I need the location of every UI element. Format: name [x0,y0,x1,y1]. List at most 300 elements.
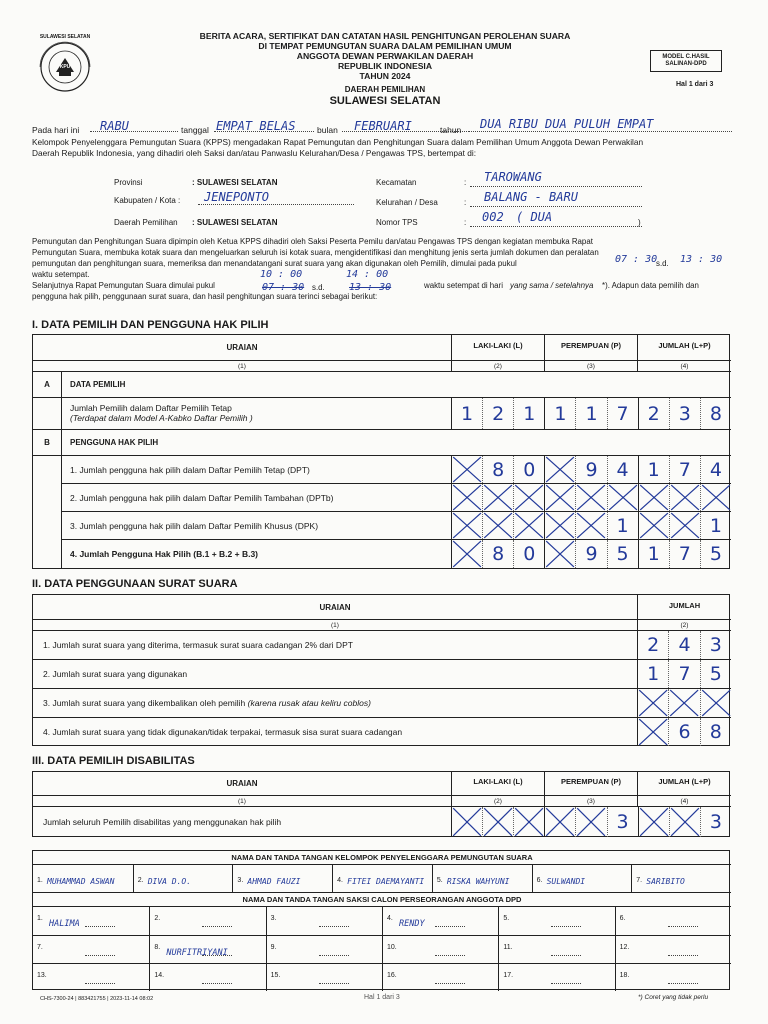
procedure-p1: Pemungutan dan Penghitungan Suara dipimpin oleh Ketua KPPS dihadiri oleh Saksi Peserta Pemilu dan/atau Pengawas TPS dengan kegiatan membuka Rapat [32,237,593,246]
saksi-signature-cell [149,963,265,991]
s2-col-uraian: URAIAN [33,595,637,620]
cross-mark-icon [483,807,513,837]
cross-mark-icon [576,484,606,511]
opening-text1: Kelompok Penyelenggara Pemungutan Suara (KPPS) mengadakan Rapat Pemungutan dan Penghitungan Suara dalam Pemilihan Umum Anggota Dewan Perwakilan [32,137,644,147]
digit-value: 5 [616,543,629,565]
s1-col-j: JUMLAH (L+P) [637,335,731,361]
digit-value: 1 [523,402,536,425]
procedure-p5: Selanjutnya Rapat Pemungutan Suara dimulai pukul [32,281,215,290]
digit-value: 0 [523,543,536,565]
digit-box [638,484,669,511]
time-sep: s.d. [656,259,669,268]
kpps-signature-cell [532,865,632,892]
digit-value: 1 [585,402,598,425]
procedure-p4: waktu setempat. [32,270,90,279]
cross-mark-icon [452,512,482,539]
saksi-signature-cell [615,935,731,963]
digit-value: 7 [678,458,691,481]
digit-value: 3 [709,811,722,833]
section1-table [32,334,730,569]
s1-a-title: DATA PEMILIH [61,372,731,398]
saksi-signature-cell [266,963,382,991]
digit-box [575,512,606,539]
saksi-number: 14. [154,972,165,979]
digit-box [575,807,606,837]
digit-box [700,484,731,511]
s2-r3-digits [637,689,731,718]
digit-box [544,456,575,483]
saksi-number: 12. [619,944,630,951]
digit-box [544,807,575,837]
digit-value: 5 [709,543,722,565]
saksi-signature-cell [149,935,265,963]
bulan-value: FEBRUARI [354,119,412,133]
keldesa-value: BALANG - BARU [484,190,578,204]
digit-value: 9 [585,543,598,565]
saksi-number: 7. [37,944,43,951]
procedure-p5b: waktu setempat di hari [424,281,503,290]
saksi-number: 9. [270,944,277,951]
time-start: 07 : 30 [615,254,658,265]
digit-box [607,456,638,483]
cross-mark-icon [483,512,513,539]
kpps-name: SULWANDI [546,877,586,886]
digit-box [700,807,731,837]
kpps-signature-cell [432,865,532,892]
cross-mark-icon [514,484,544,511]
digit-box [668,660,699,688]
signature-table [32,850,730,990]
saksi-title: NAMA DAN TANDA TANGAN SAKSI CALON PERSEORANGAN ANGGOTA DPD [33,893,731,907]
digit-value: 4 [616,458,629,481]
cross-mark-icon [452,484,482,511]
digit-box [482,540,513,568]
kpps-number: 3. [237,877,244,884]
digit-value: 2 [492,402,505,425]
kpps-number: 6. [536,877,543,884]
provinsi-value: : SULAWESI SELATAN [192,178,278,187]
saksi-signature-cell [382,907,498,935]
digit-box [575,398,606,429]
digit-value: 7 [678,663,691,685]
s3-n1: (1) [33,796,451,807]
footer-right: *) Coret yang tidak perlu [638,994,709,1001]
cross-mark-icon [545,807,575,837]
kpps-signature-cell [33,865,133,892]
saksi-number: 16. [387,972,397,979]
saksi-name: NURFITRIYANI [166,948,228,958]
digit-box [638,540,669,568]
header-line4: REPUBLIK INDONESIA [337,61,433,71]
dapil-name: SULAWESI SELATAN [329,95,441,107]
procedure-paragraph [32,236,737,310]
cross-mark-icon [639,807,669,837]
tahun-value: DUA RIBU DUA PULUH EMPAT [480,117,654,131]
s1-b-title: PENGGUNA HAK PILIH [61,430,731,456]
digit-box [513,484,544,511]
s3-n3: (3) [544,796,637,807]
s1-b1-digits [451,456,731,484]
s2-col-j: JUMLAH [637,595,731,620]
s1-b4-label: 4. Jumlah Pengguna Hak Pilih (B.1 + B.2 + B.3) [61,540,451,568]
opening-paragraph [32,137,737,159]
saksi-signature-cell [498,935,614,963]
kpps-signature-cell [133,865,233,892]
s1-n3: (3) [544,361,637,372]
saksi-signature-cell [266,935,382,963]
digit-box [700,660,731,688]
hari-value: RABU [100,119,129,133]
kpps-row [33,865,731,893]
s1-b3-label: 3. Jumlah pengguna hak pilih dalam Daftar Pemilih Khusus (DPK) [61,512,451,540]
saksi-grid [33,907,731,991]
s3-col-l: LAKI-LAKI (L) [451,772,544,796]
saksi-signature-cell [33,935,149,963]
cross-mark-icon [701,689,731,717]
digit-box [513,512,544,539]
digit-box [513,807,544,837]
section1-title: I. DATA PEMILIH DAN PENGGUNA HAK PILIH [32,319,269,331]
location-block: Provinsi : SULAWESI SELATAN Kabupaten / Kota : JENEPONTO Daerah Pemilihan : SULAWESI SELATAN Kecamatan : TAROWANG Kelurahan / Desa : BALANG - BARU Nomor TPS : 002 ( DUA ) [114,170,641,227]
opening-text2: Daerah Republik Indonesia, yang dihadiri oleh Saksi dan/atau Panwaslu Kelurahan/Desa / Pengawas TPS, bertempat di: [32,148,477,158]
digit-box [544,540,575,568]
digit-value: 2 [647,402,660,425]
digit-value: 1 [647,663,660,685]
cross-mark-icon [669,689,699,717]
digit-value: 8 [492,458,505,481]
cross-mark-icon [670,512,700,539]
saksi-signature-cell [33,963,149,991]
digit-box [700,689,731,717]
procedure-p5d: *). Adapun data pemilih dan [602,281,699,290]
s3-col-j: JUMLAH (L+P) [637,772,731,796]
kpps-name: RISKA WAHYUNI [446,877,510,886]
cross-mark-icon [639,512,669,539]
digit-value: 1 [709,514,722,537]
saksi-number: 4. [387,915,393,922]
cross-mark-icon [483,484,513,511]
s1-b1-label: 1. Jumlah pengguna hak pilih dalam Daftar Pemilih Tetap (DPT) [61,456,451,484]
digit-box [637,718,668,746]
digit-box [637,689,668,717]
s1-b2-digits [451,484,731,512]
seal-inner-label: KPU [59,64,71,70]
kecamatan-value: TAROWANG [484,170,542,184]
kpps-number: 4. [337,877,343,884]
cross-mark-icon [638,718,668,746]
digit-value: 1 [647,458,660,481]
vote-start-struck: 07 : 30 [262,282,305,293]
digit-box [482,398,513,429]
digit-box [482,456,513,483]
digit-box [544,484,575,511]
keldesa-label: Kelurahan / Desa [376,198,438,207]
digit-value: 0 [523,458,536,481]
digit-box [668,689,699,717]
saksi-number: 10. [387,944,397,951]
header-line1: BERITA ACARA, SERTIFIKAT DAN CATATAN HASIL PENGHITUNGAN PEROLEHAN SUARA [199,31,571,41]
digit-box [669,398,700,429]
opening-line [32,117,732,135]
digit-box [451,807,482,837]
provinsi-label: Provinsi [114,178,143,187]
saksi-number: 8. [154,944,161,951]
s1-col-uraian: URAIAN [33,335,451,361]
cross-mark-icon [638,689,668,717]
tahun-label: tahun [440,125,462,135]
s3-col-p: PEREMPUAN (P) [544,772,637,796]
header-line3: ANGGOTA DEWAN PERWAKILAN DAERAH [296,51,474,61]
digit-box [482,484,513,511]
s1-col-l: LAKI-LAKI (L) [451,335,544,361]
saksi-number: 6. [619,915,626,922]
saksi-signature-cell [615,963,731,991]
kabkota-label: Kabupaten / Kota : [114,196,181,205]
digit-box [700,398,731,429]
digit-box [638,398,669,429]
saksi-number: 3. [270,915,277,922]
digit-box [575,456,606,483]
cross-mark-icon [514,807,544,837]
tanggal-label: tanggal [181,125,209,135]
digit-box [669,484,700,511]
digit-value: 2 [647,634,660,656]
s2-r2-label: 2. Jumlah surat suara yang digunakan [33,660,637,689]
kpps-name: AHMAD FAUZI [247,877,301,886]
procedure-p2: Pemungutan Suara, membuka kotak suara dan mengeluarkan seluruh isi kotak suara, mengidentifikasi dan menghitung jenis serta jumlah dokumen dan peralatan [32,248,599,257]
saksi-signature-cell [498,963,614,991]
digit-box [607,540,638,568]
saksi-number: 5. [503,915,510,922]
saksi-number: 18. [619,972,630,979]
digit-box [482,512,513,539]
dapil-loc-value: : SULAWESI SELATAN [192,218,278,227]
digit-value: 1 [647,543,660,565]
digit-box [668,718,699,746]
saksi-signature-cell [498,907,614,935]
digit-box [637,631,668,659]
digit-box [451,484,482,511]
page-indicator-top: Hal 1 dari 3 [676,81,714,88]
digit-box [607,484,638,511]
cross-mark-icon [701,484,731,511]
s2-r3-label [33,689,637,718]
s1-a-digits [451,398,731,430]
kpps-signature-cell [232,865,332,892]
digit-box [451,512,482,539]
section2-table [32,594,730,746]
digit-box [607,807,638,837]
cross-mark-icon [452,456,482,483]
digit-box [544,512,575,539]
cross-mark-icon [670,484,700,511]
digit-box [607,512,638,539]
kpps-signature-cell [332,865,432,892]
digit-box [638,456,669,483]
s2-r4-label: 4. Jumlah surat suara yang tidak digunakan/tidak terpakai, termasuk sisa surat suara cadangan [43,727,403,737]
s2-r3-text: 3. Jumlah surat suara yang dikembalikan oleh pemilih [43,698,246,708]
digit-box [638,512,669,539]
digit-box [700,540,731,568]
document-header [150,31,620,108]
digit-value: 5 [709,663,722,685]
s1-col-p: PEREMPUAN (P) [544,335,637,361]
kabkota-value: JENEPONTO [204,190,270,204]
digit-box [669,512,700,539]
s1-b4-digits [451,540,731,568]
digit-value: 9 [585,458,598,481]
kpps-title: NAMA DAN TANDA TANGAN KELOMPOK PENYELENGGARA PEMUNGUTAN SUARA [33,851,731,865]
vote-end-new: 14 : 00 [346,269,389,280]
saksi-number: 11. [503,944,513,951]
s2-r3-note: (karena rusak atau keliru coblos) [247,698,371,708]
s2-n1: (1) [33,620,637,631]
vote-start-new: 10 : 00 [260,269,303,280]
cross-mark-icon [514,512,544,539]
digit-box [637,660,668,688]
saksi-number: 15. [270,972,281,979]
s3-n4: (4) [637,796,731,807]
digit-box [513,456,544,483]
s1-b2-label: 2. Jumlah pengguna hak pilih dalam Daftar Pemilih Tambahan (DPTb) [61,484,451,512]
s3-r1-label: Jumlah seluruh Pemilih disabilitas yang menggunakan hak pilih [43,817,282,827]
digit-value: 4 [709,458,722,481]
saksi-signature-cell [33,907,149,935]
s2-n2: (2) [637,620,731,631]
saksi-signature-cell [382,935,498,963]
s3-r1-digits [451,807,731,837]
digit-value: 1 [616,514,629,537]
cross-mark-icon [639,484,669,511]
cross-mark-icon [545,512,575,539]
digit-box [669,807,700,837]
seal-caption: SULAWESI SELATAN [39,34,91,40]
saksi-signature-cell [266,907,382,935]
digit-value: 4 [678,634,691,656]
dapil-label: DAERAH PEMILIHAN [344,85,426,94]
kpu-seal [32,34,98,100]
digit-box [451,456,482,483]
digit-box [451,540,482,568]
s3-n2: (2) [451,796,544,807]
digit-box [451,398,482,429]
cross-mark-icon [576,807,606,837]
s3-col-uraian: URAIAN [33,772,451,796]
tps-value: 002 [482,210,504,224]
digit-box [575,540,606,568]
digit-value: 7 [678,543,691,565]
vote-sd: s.d. [312,283,325,292]
digit-box [669,540,700,568]
digit-value: 8 [709,721,722,743]
cross-mark-icon [576,512,606,539]
s2-r1-digits [637,631,731,660]
digit-box [513,540,544,568]
pada-hari-ini-label: Pada hari ini [32,125,80,135]
digit-box [668,631,699,659]
digit-value: 3 [616,811,629,833]
kpps-name: SARIBITO [646,877,685,886]
digit-value: 7 [616,402,629,425]
kpps-number: 2. [137,877,144,884]
s2-r1-label: 1. Jumlah surat suara yang diterima, termasuk surat suara cadangan 2% dari DPT [33,631,637,660]
cross-mark-icon [545,484,575,511]
digit-box [575,484,606,511]
s1-n1: (1) [33,361,451,372]
kpps-number: 1. [37,877,43,884]
saksi-name: RENDY [399,919,425,929]
vote-end-struck: 13 : 30 [349,282,392,293]
saksi-signature-cell [149,907,265,935]
saksi-signature-cell [382,963,498,991]
kpps-number: 7. [636,877,643,884]
cross-mark-icon [545,456,575,483]
section2-title: II. DATA PENGGUNAAN SURAT SUARA [32,578,238,590]
digit-box [544,398,575,429]
model-box [650,50,722,72]
cross-mark-icon [452,540,482,568]
s1-a-code: A [33,372,61,398]
digit-box [513,398,544,429]
s1-a-row-text: Jumlah Pemilih dalam Daftar Pemilih Tetap [70,403,232,413]
model-line2: SALINAN-DPD [665,61,707,67]
time-end: 13 : 30 [680,254,723,265]
kpps-name: DIVA D.O. [147,877,192,886]
footer-left: CHS-7300-24 | 883421755 | 2023-11-14 08:02 [40,996,154,1002]
s1-a-row-label [61,398,451,430]
header-line5: TAHUN 2024 [359,71,411,81]
digit-value: 1 [461,402,474,425]
tps-close: ) [638,218,641,227]
s1-n2: (2) [451,361,544,372]
section3-table [32,771,730,837]
saksi-number: 1. [37,915,43,922]
digit-value: 1 [554,402,567,425]
digit-box [700,631,731,659]
s2-r2-digits [637,660,731,689]
tps-words: ( DUA [516,210,553,224]
tanggal-value: EMPAT BELAS [216,119,296,133]
footer-center: Hal 1 dari 3 [364,994,400,1001]
cross-mark-icon [452,807,482,837]
digit-value: 6 [678,721,691,743]
model-line1: MODEL C.HASIL [662,54,710,60]
digit-value: 8 [492,543,505,565]
digit-box [607,398,638,429]
digit-box [638,807,669,837]
s1-b3-digits [451,512,731,540]
s1-a-row-sub: (Terdapat dalam Model A-Kabko Daftar Pemilih ) [70,413,253,423]
dapil-loc-label: Daerah Pemilihan [114,218,178,227]
cross-mark-icon [670,807,700,837]
bulan-label: bulan [317,125,338,135]
kpps-signature-cell [631,865,731,892]
procedure-p3: pemungutan dan penghitungan suara, memeriksa dan menandatangani surat suara yang akan digunakan oleh Pemilih, dimulai pada pukul [32,259,517,268]
header-line2: DI TEMPAT PEMUNGUTAN SUARA DALAM PEMILIHAN UMUM [258,41,512,51]
cross-mark-icon [608,484,638,511]
digit-value: 8 [709,402,722,425]
procedure-p5c: yang sama / setelahnya [510,281,594,290]
saksi-signature-cell [615,907,731,935]
kpps-name: MUHAMMAD ASWAN [47,877,115,886]
procedure-p6: pengguna hak pilih, penggunaan surat suara, dan hasil penghitungan suara terinci sebagai berikut: [32,292,378,301]
tps-label: Nomor TPS [376,218,418,227]
digit-box [482,807,513,837]
kecamatan-label: Kecamatan [376,178,417,187]
kpps-name: FITEI DAEMAYANTI [347,877,425,886]
s2-r4-digits [637,718,731,746]
s1-b-code: B [33,430,61,456]
